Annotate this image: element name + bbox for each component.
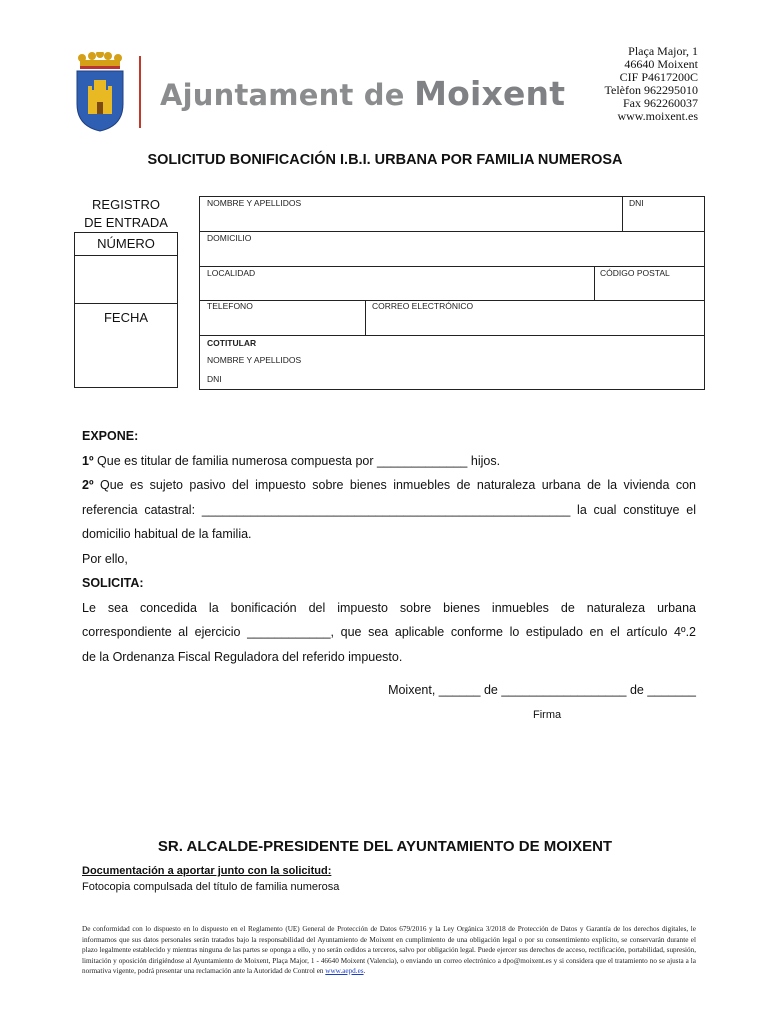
date-place-line[interactable]: Moixent, ______ de __________________ de _______ [388,683,696,697]
address-block [605,45,698,123]
documentation-heading: Documentación a aportar junto con la solicitud: [82,865,332,877]
point-text: Que es titular de familia numerosa compuesta por _____________ hijos. [97,453,501,468]
registro-label-line: REGISTRO [92,197,160,212]
solicita-heading: SOLICITA: [82,576,144,590]
registro-label [74,196,178,232]
field-localidad[interactable]: LOCALIDAD [207,268,256,278]
address-website: www.moixent.es [617,109,698,123]
point-text: Que es sujeto pasivo del impuesto sobre bienes inmuebles de naturaleza urbana de la vivienda con [99,478,696,492]
signature-label: Firma [533,709,562,721]
field-nombre-apellidos[interactable]: NOMBRE Y APELLIDOS [207,198,302,208]
addressee: SR. ALCALDE-PRESIDENTE DEL AYUNTAMIENTO DE MOIXENT [157,838,613,855]
solicita-line: Le sea concedida la bonificación del impuesto sobre bienes inmuebles de naturaleza urbana [82,600,696,615]
field-telefono[interactable]: TELEFONO [207,301,253,311]
documentation-item: Fotocopia compulsada del título de familia numerosa [82,881,340,893]
point-number: 2º [82,478,94,492]
solicita-line: correspondiente al ejercicio ____________, que sea aplicable conforme lo estipulado en el artículo 4º.2 [82,625,696,639]
field-dni[interactable]: DNI [629,198,644,208]
expone-point-1 [82,449,696,474]
solicita-line: de la Ordenanza Fiscal Reguladora del referido impuesto. [82,649,403,664]
municipal-coat-of-arms [74,52,126,132]
field-cotitular-dni[interactable]: DNI [207,374,222,384]
expone-heading: EXPONE: [82,429,139,443]
logo-divider [139,56,141,128]
expone-point-2-line [82,473,696,498]
point-number: 1º [82,453,94,468]
address-line: Telèfon 962295010 [604,83,698,97]
brand-wordmark [160,74,565,113]
cotitular-heading: COTITULAR [207,338,257,348]
registro-numero-box[interactable] [74,232,178,304]
field-cotitular-nombre[interactable]: NOMBRE Y APELLIDOS [207,355,302,365]
brand-name: Moixent [414,74,566,113]
numero-label: NÚMERO [75,233,177,256]
address-line: Fax 962260037 [623,96,698,110]
document-title: SOLICITUD BONIFICACIÓN I.B.I. URBANA POR FAMILIA NUMEROSA [147,152,623,168]
registro-fecha-box[interactable] [74,304,178,388]
aepd-link[interactable]: www.aepd.es [325,967,364,975]
request-body [82,424,696,669]
field-codigo-postal[interactable]: CÓDIGO POSTAL [600,268,670,278]
brand-prefix: Ajuntament de [160,78,405,112]
registro-label-line: DE ENTRADA [84,215,168,230]
expone-point-2-line: referencia catastral: _____________________________________________________ la cual constituye el [82,502,696,517]
address-line: CIF P4617200C [619,70,698,84]
applicant-form [199,196,705,390]
fecha-label: FECHA [103,310,149,325]
footer-text: De conformidad con lo dispuesto en lo dispuesto en el Reglamento (UE) General de Protección de Datos 679/2016 y la Ley Orgánica 3/2018 de Protección de Datos y Garantía de los derechos digitales, le informamos que sus datos personales serán tratados bajo la responsabilidad del Ayuntamiento de Moixent en cumplimiento de una obligación legal o por su consentimiento explícito, se conservarán durante el plazo legalmente establecido y mientras ninguna de las partes se oponga a ello, y no serán cedidos a terceros, salvo por obligación legal. Puede ejercer sus derechos de acceso, rectificación, portabilidad, supresión, limitación y oposición dirigiéndose al Ayuntamiento de Moixent, Plaça Major, 1 - 46640 Moixent (Valencia), o enviando un correo electrónico a dpo@moixent.es y si considera que el tratamiento no se ajusta a la normativa vigente, podrá presentar una reclamación ante la Autoridad de Control en [82,925,696,975]
data-protection-notice [82,924,696,977]
expone-point-2-line: domicilio habitual de la familia. [82,527,252,541]
por-ello: Por ello, [82,551,128,566]
address-line: Plaça Major, 1 [628,44,698,58]
footer-end: . [363,967,366,975]
registro-entrada-box [74,196,178,388]
field-correo-electronico[interactable]: CORREO ELECTRÓNICO [372,301,474,311]
address-line: 46640 Moixent [624,57,698,71]
field-domicilio[interactable]: DOMICILIO [207,233,252,243]
